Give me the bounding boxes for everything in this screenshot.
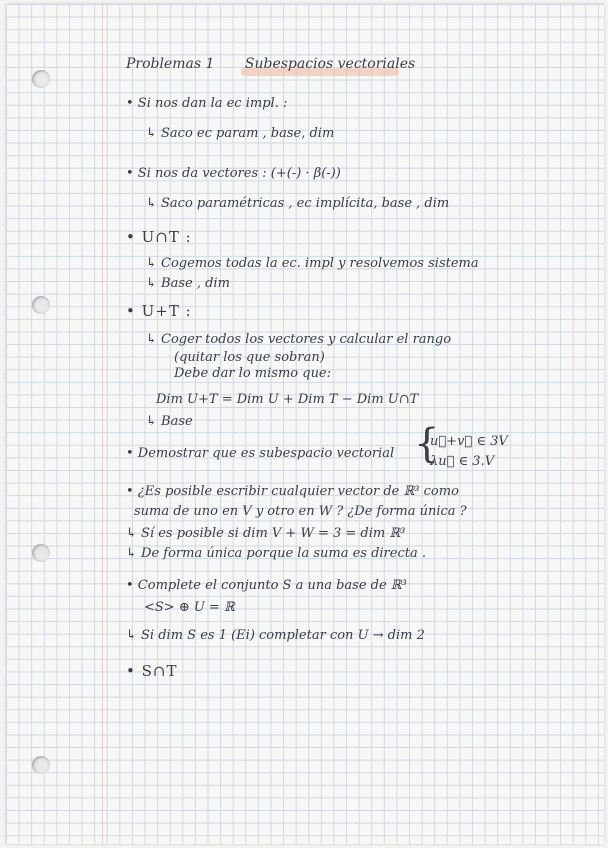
title-sub: Subespacios vectoriales (244, 56, 416, 72)
note-line: • Complete el conjunto S a una base de ℝ³ (126, 578, 407, 593)
note-line: • Si nos dan la ec impl. : (126, 96, 288, 111)
note-line: u⃗+v⃗ ∈ 3V (430, 434, 508, 449)
binder-hole (32, 756, 50, 774)
brace: { (414, 421, 440, 467)
binder-hole (32, 544, 50, 562)
note-line: suma de uno en V y otro en W ? ¿De forma única ? (134, 504, 467, 519)
margin-line (102, 4, 103, 844)
note-line: ↳ Coger todos los vectores y calcular el rango (146, 332, 452, 347)
binder-hole (32, 70, 50, 88)
note-line: ↳ De forma única porque la suma es directa . (126, 546, 426, 561)
note-line: Dim U+T = Dim U + Dim T − Dim U∩T (156, 392, 419, 407)
note-line: • U∩T : (126, 228, 192, 246)
note-line: • ¿Es posible escribir cualquier vector de ℝ³ como (126, 484, 459, 499)
note-line: ↳ Saco paramétricas , ec implícita, base , dim (146, 196, 450, 211)
page-title (126, 56, 415, 72)
title-main: Problemas 1 (126, 56, 215, 72)
note-line: • S∩T (126, 662, 178, 680)
note-line: • Demostrar que es subespacio vectorial (126, 446, 395, 461)
note-line: ↳ Sí es posible si dim V + W = 3 = dim ℝ³ (126, 526, 406, 541)
note-line: ↳ Base (146, 414, 193, 429)
note-line: ↳ Si dim S es 1 (Ei) completar con U → dim 2 (126, 628, 425, 643)
notebook-page (6, 4, 604, 844)
note-line: λu⃗ ∈ 3.V (430, 454, 495, 469)
note-line: • U+T : (126, 302, 192, 320)
binder-hole (32, 296, 50, 314)
note-line: ↳ Cogemos todas la ec. impl y resolvemos sistema (146, 256, 479, 271)
note-line: • Si nos da vectores : (+(-) · β(-)) (126, 166, 341, 181)
note-line: Debe dar lo mismo que: (174, 366, 332, 381)
note-line: (quitar los que sobran) (174, 350, 325, 365)
note-line: ↳ Base , dim (146, 276, 230, 291)
note-line: ↳ Saco ec param , base, dim (146, 126, 335, 141)
note-line: <S> ⊕ U = ℝ (144, 600, 235, 615)
